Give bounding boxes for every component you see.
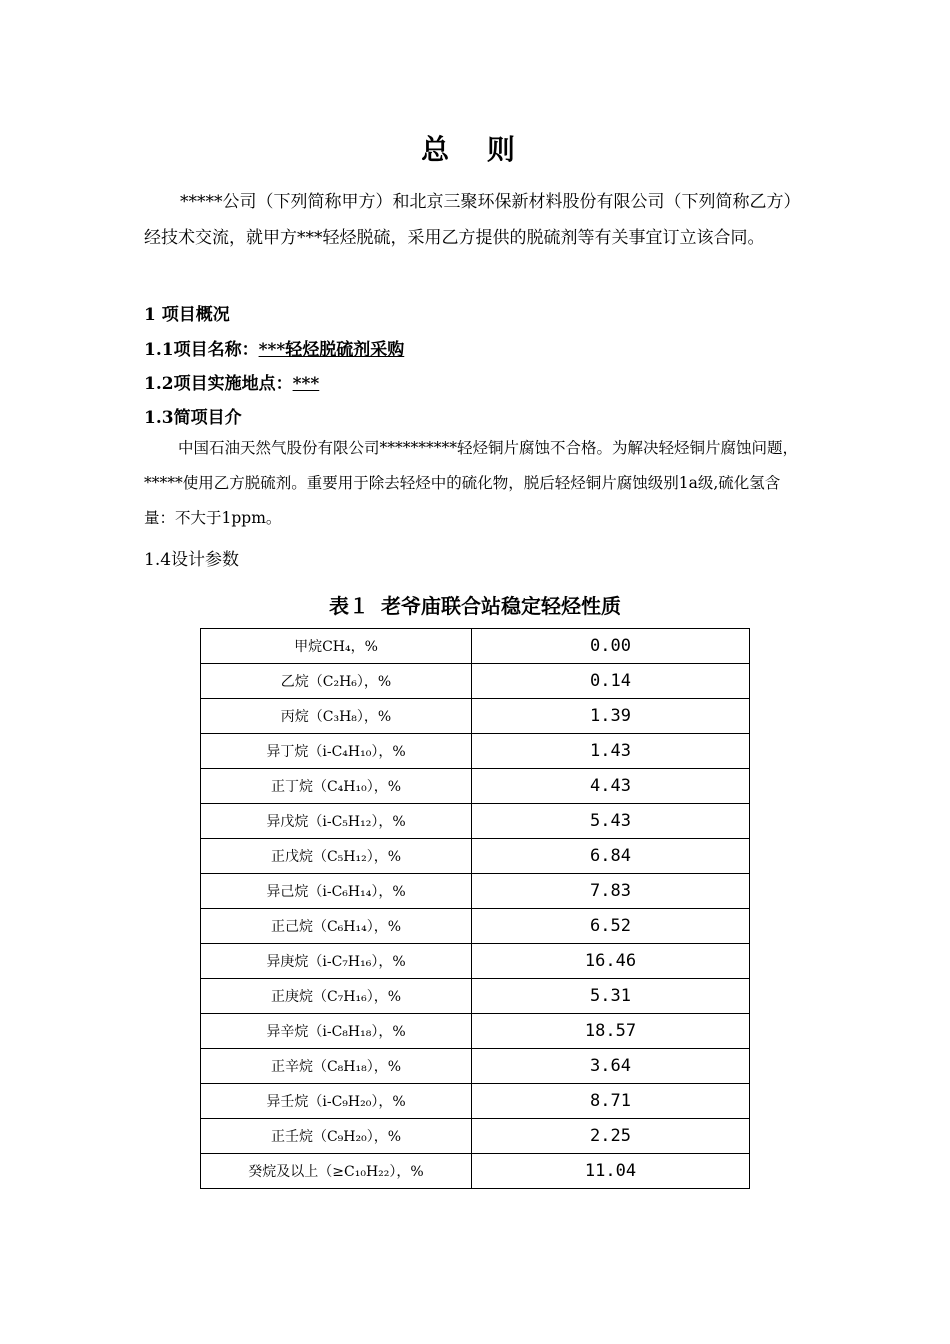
component-value-cell: 3.64 — [472, 1049, 750, 1084]
section-1-1-heading — [144, 335, 404, 360]
table-row — [201, 944, 750, 979]
table-row — [201, 804, 750, 839]
table-row — [201, 734, 750, 769]
component-name-cell: 异己烷（i-C₆H₁₄），% — [201, 874, 472, 909]
component-value-cell: 1.39 — [472, 699, 750, 734]
component-name-cell: 正壬烷（C₉H₂₀），% — [201, 1119, 472, 1154]
project-name-value: ***轻烃脱硫剂采购 — [258, 340, 405, 360]
component-name-cell: 异辛烷（i-C₈H₁₈），% — [201, 1014, 472, 1049]
table-row — [201, 909, 750, 944]
component-name-cell: 异壬烷（i-C₉H₂₀），% — [201, 1084, 472, 1119]
component-name-cell: 正己烷（C₆H₁₄），% — [201, 909, 472, 944]
page-title: 总 则 — [421, 133, 529, 166]
table-row — [201, 1014, 750, 1049]
component-name-cell: 异戊烷（i-C₅H₁₂），% — [201, 804, 472, 839]
component-value-cell: 16.46 — [472, 944, 750, 979]
component-value-cell: 8.71 — [472, 1084, 750, 1119]
component-value-cell: 2.25 — [472, 1119, 750, 1154]
section-1-heading: 1 项目概况 — [144, 305, 230, 325]
table-row — [201, 1154, 750, 1189]
component-name-cell: 甲烷CH₄，% — [201, 629, 472, 664]
component-value-cell: 5.31 — [472, 979, 750, 1014]
component-value-cell: 6.52 — [472, 909, 750, 944]
table-row — [201, 629, 750, 664]
component-value-cell: 7.83 — [472, 874, 750, 909]
section-1-1-label: 1.1项目名称： — [144, 340, 259, 360]
component-value-cell: 11.04 — [472, 1154, 750, 1189]
project-intro-paragraph: 中国石油天然气股份有限公司**********轻烃铜片腐蚀不合格。为解决轻烃铜片腐蚀问题，*****使用乙方脱硫剂。重要用于除去轻烃中的硫化物，脱后轻烃铜片腐蚀级别1a级,硫化氢含量：不大于1ppm。 — [144, 439, 799, 527]
table-row — [201, 664, 750, 699]
component-name-cell: 异丁烷（i-C₄H₁₀），% — [201, 734, 472, 769]
component-value-cell: 18.57 — [472, 1014, 750, 1049]
section-1-2-label: 1.2项目实施地点： — [144, 374, 293, 394]
component-name-cell: 癸烷及以上（≥C₁₀H₂₂），% — [201, 1154, 472, 1189]
section-1-2-heading — [144, 369, 319, 394]
table-row — [201, 1049, 750, 1084]
table-caption: 表１ 老爷庙联合站稳定轻烃性质 — [328, 594, 622, 618]
table-row — [201, 1119, 750, 1154]
component-value-cell: 0.14 — [472, 664, 750, 699]
component-value-cell: 5.43 — [472, 804, 750, 839]
component-value-cell: 0.00 — [472, 629, 750, 664]
component-value-cell: 4.43 — [472, 769, 750, 804]
intro-paragraph: *****公司（下列简称甲方）和北京三聚环保新材料股份有限公司（下列简称乙方）经技术交流，就甲方***轻烃脱硫，采用乙方提供的脱硫剂等有关事宜订立该合同。 — [144, 192, 801, 248]
component-name-cell: 异庚烷（i-C₇H₁₆），% — [201, 944, 472, 979]
section-1-3-heading: 1.3简项目介 — [144, 408, 242, 428]
component-name-cell: 丙烷（C₃H₈），% — [201, 699, 472, 734]
project-location-value: *** — [292, 374, 320, 394]
component-name-cell: 正庚烷（C₇H₁₆），% — [201, 979, 472, 1014]
light-hydrocarbon-properties-table — [200, 628, 750, 1189]
component-name-cell: 正辛烷（C₈H₁₈），% — [201, 1049, 472, 1084]
table-row — [201, 1084, 750, 1119]
component-name-cell: 正戊烷（C₅H₁₂），% — [201, 839, 472, 874]
table-row — [201, 979, 750, 1014]
table-row — [201, 874, 750, 909]
table-row — [201, 839, 750, 874]
component-name-cell: 乙烷（C₂H₆），% — [201, 664, 472, 699]
component-value-cell: 1.43 — [472, 734, 750, 769]
table-row — [201, 769, 750, 804]
section-1-4-heading: 1.4设计参数 — [144, 550, 240, 570]
component-value-cell: 6.84 — [472, 839, 750, 874]
table-row — [201, 699, 750, 734]
component-name-cell: 正丁烷（C₄H₁₀），% — [201, 769, 472, 804]
